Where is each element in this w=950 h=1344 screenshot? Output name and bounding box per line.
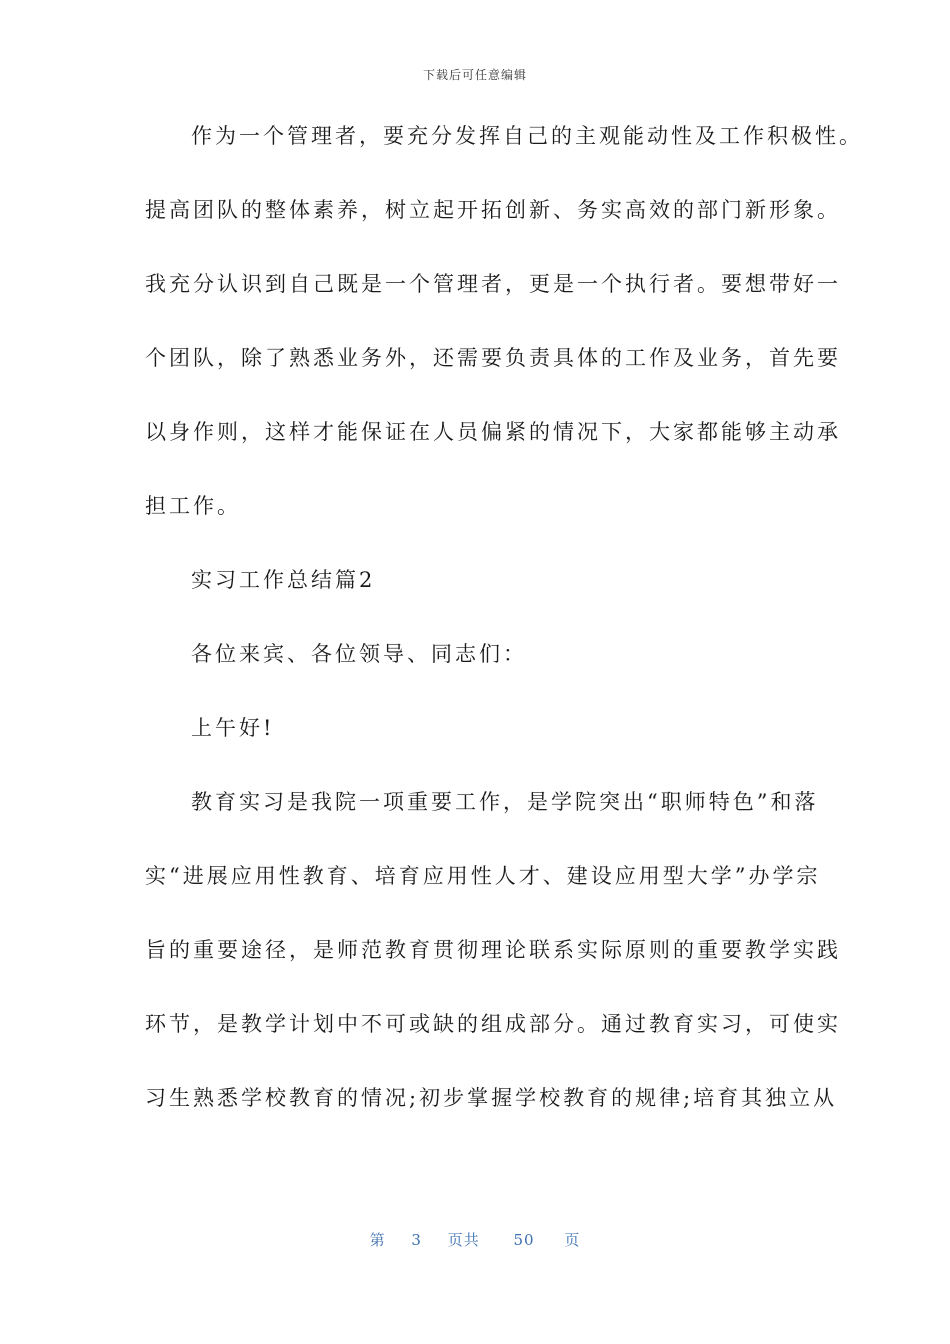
footer-suffix: 页	[564, 1231, 581, 1249]
paragraph-line: 个团队，除了熟悉业务外，还需要负责具体的工作及业务，首先要	[145, 346, 841, 370]
page-header-note: 下载后可任意编辑	[422, 68, 527, 82]
paragraph-line: 作为一个管理者，要充分发挥自己的主观能动性及工作积极性。	[191, 124, 863, 148]
paragraph-line: 教育实习是我院一项重要工作，是学院突出“职师特色”和落	[191, 790, 819, 814]
paragraph-line: 环节，是教学计划中不可或缺的组成部分。通过教育实习，可使实	[145, 1012, 841, 1036]
paragraph-line: 旨的重要途径，是师范教育贯彻理论联系实际原则的重要教学实践	[145, 938, 841, 962]
document-body	[145, 124, 863, 1160]
current-page-number: 3	[411, 1231, 422, 1249]
paragraph-line: 我充分认识到自己既是一个管理者，更是一个执行者。要想带好一	[145, 272, 841, 296]
page-footer	[0, 1229, 950, 1250]
paragraph-line: 以身作则，这样才能保证在人员偏紧的情况下，大家都能够主动承	[145, 420, 841, 444]
section-heading: 实习工作总结篇2	[191, 568, 376, 592]
salutation: 各位来宾、各位领导、同志们：	[191, 642, 527, 666]
greeting: 上午好!	[191, 716, 275, 740]
paragraph-line: 实“进展应用性教育、培育应用性人才、建设应用型大学”办学宗	[145, 864, 821, 888]
total-pages-number: 50	[513, 1231, 535, 1249]
paragraph-line: 提高团队的整体素养，树立起开拓创新、务实高效的部门新形象。	[145, 198, 841, 222]
footer-prefix: 第	[369, 1231, 386, 1249]
paragraph-line: 担工作。	[145, 494, 241, 518]
paragraph-line: 习生熟悉学校教育的情况;初步掌握学校教育的规律;培育其独立从	[145, 1086, 838, 1110]
footer-middle: 页共	[447, 1231, 480, 1249]
